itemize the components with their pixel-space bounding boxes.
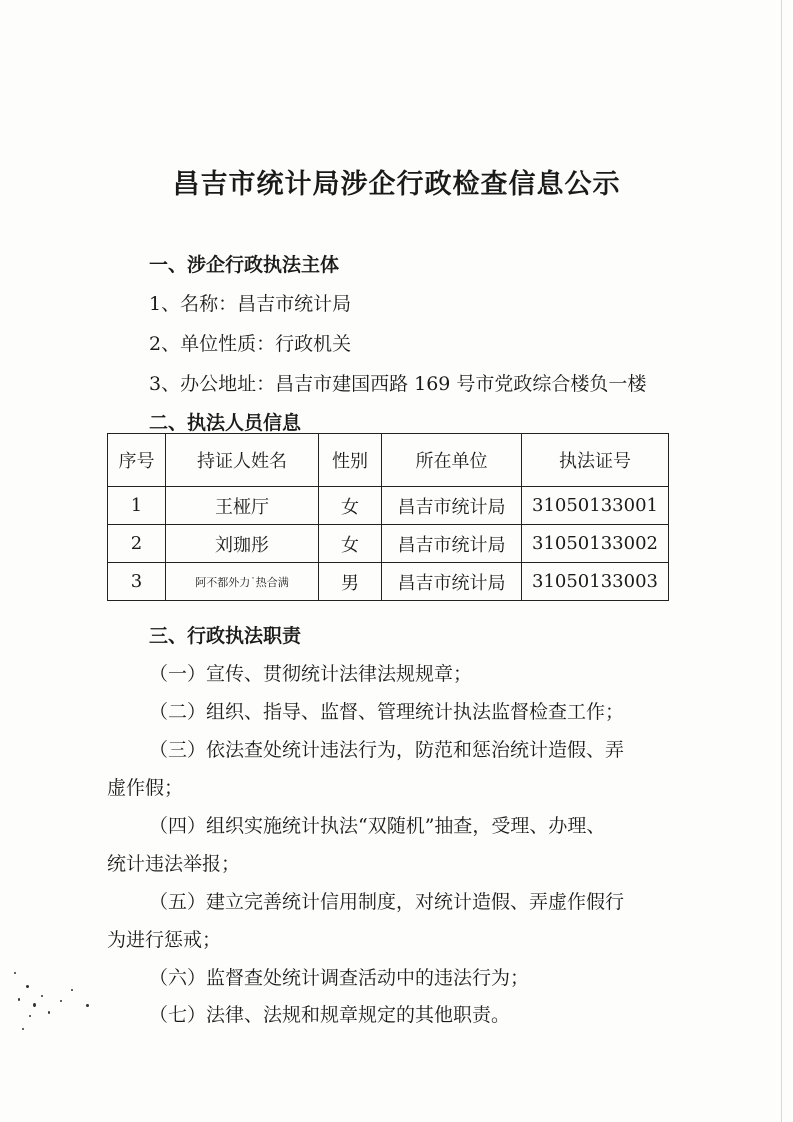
duty-line: （一）宣传、贯彻统计法律法规规章； [149, 663, 473, 685]
row-unit: 昌吉市统计局 [382, 525, 522, 563]
row-name: 阿不都外力˙热合满 [166, 563, 319, 601]
section-3-heading: 三、行政执法职责 [149, 625, 302, 647]
row-unit: 昌吉市统计局 [382, 487, 522, 525]
row-cert-number: 31050133002 [522, 525, 669, 563]
duty-line-continued: 虚作假； [107, 777, 184, 799]
duty-line: （五）建立完善统计信用制度，对统计造假、弄虚作假行 [149, 891, 625, 913]
table-row [108, 525, 669, 563]
duty-line: （四）组织实施统计执法“双随机”抽查，受理、办理、 [149, 815, 606, 837]
duty-line: （三）依法查处统计违法行为，防范和惩治统计造假、弄 [149, 739, 625, 761]
entity-address-line: 3、办公地址：昌吉市建国西路 169 号市党政综合楼负一楼 [149, 373, 647, 395]
row-index: 2 [108, 525, 166, 563]
row-index: 1 [108, 487, 166, 525]
entity-type-line: 2、单位性质：行政机关 [149, 333, 352, 355]
col-header-name: 持证人姓名 [166, 434, 319, 487]
row-gender: 男 [319, 563, 382, 601]
row-unit: 昌吉市统计局 [382, 563, 522, 601]
col-header-gender: 性别 [319, 434, 382, 487]
table-header-row [108, 434, 669, 487]
row-gender: 女 [319, 525, 382, 563]
row-cert-number: 31050133001 [522, 487, 669, 525]
duty-line-continued: 统计违法举报； [107, 853, 241, 875]
section-1-heading: 一、涉企行政执法主体 [149, 254, 340, 276]
row-cert-number: 31050133003 [522, 563, 669, 601]
col-header-cert-number: 执法证号 [522, 434, 669, 487]
row-index: 3 [108, 563, 166, 601]
table-row [108, 563, 669, 601]
duty-line: （七）法律、法规和规章规定的其他职责。 [149, 1004, 511, 1026]
col-header-unit: 所在单位 [382, 434, 522, 487]
row-gender: 女 [319, 487, 382, 525]
duty-line-continued: 为进行惩戒； [107, 929, 222, 951]
col-header-index: 序号 [108, 434, 166, 487]
duty-line: （二）组织、指导、监督、管理统计执法监督检查工作； [149, 701, 625, 723]
entity-name-line: 1、名称：昌吉市统计局 [149, 293, 352, 315]
row-name: 王桠厅 [166, 487, 319, 525]
table-row [108, 487, 669, 525]
section-2-heading: 二、执法人员信息 [149, 412, 302, 434]
duty-line: （六）监督查处统计调查活动中的违法行为； [149, 967, 530, 989]
row-name: 刘珈彤 [166, 525, 319, 563]
document-title: 昌吉市统计局涉企行政检查信息公示 [172, 169, 621, 200]
staff-table [107, 433, 669, 601]
